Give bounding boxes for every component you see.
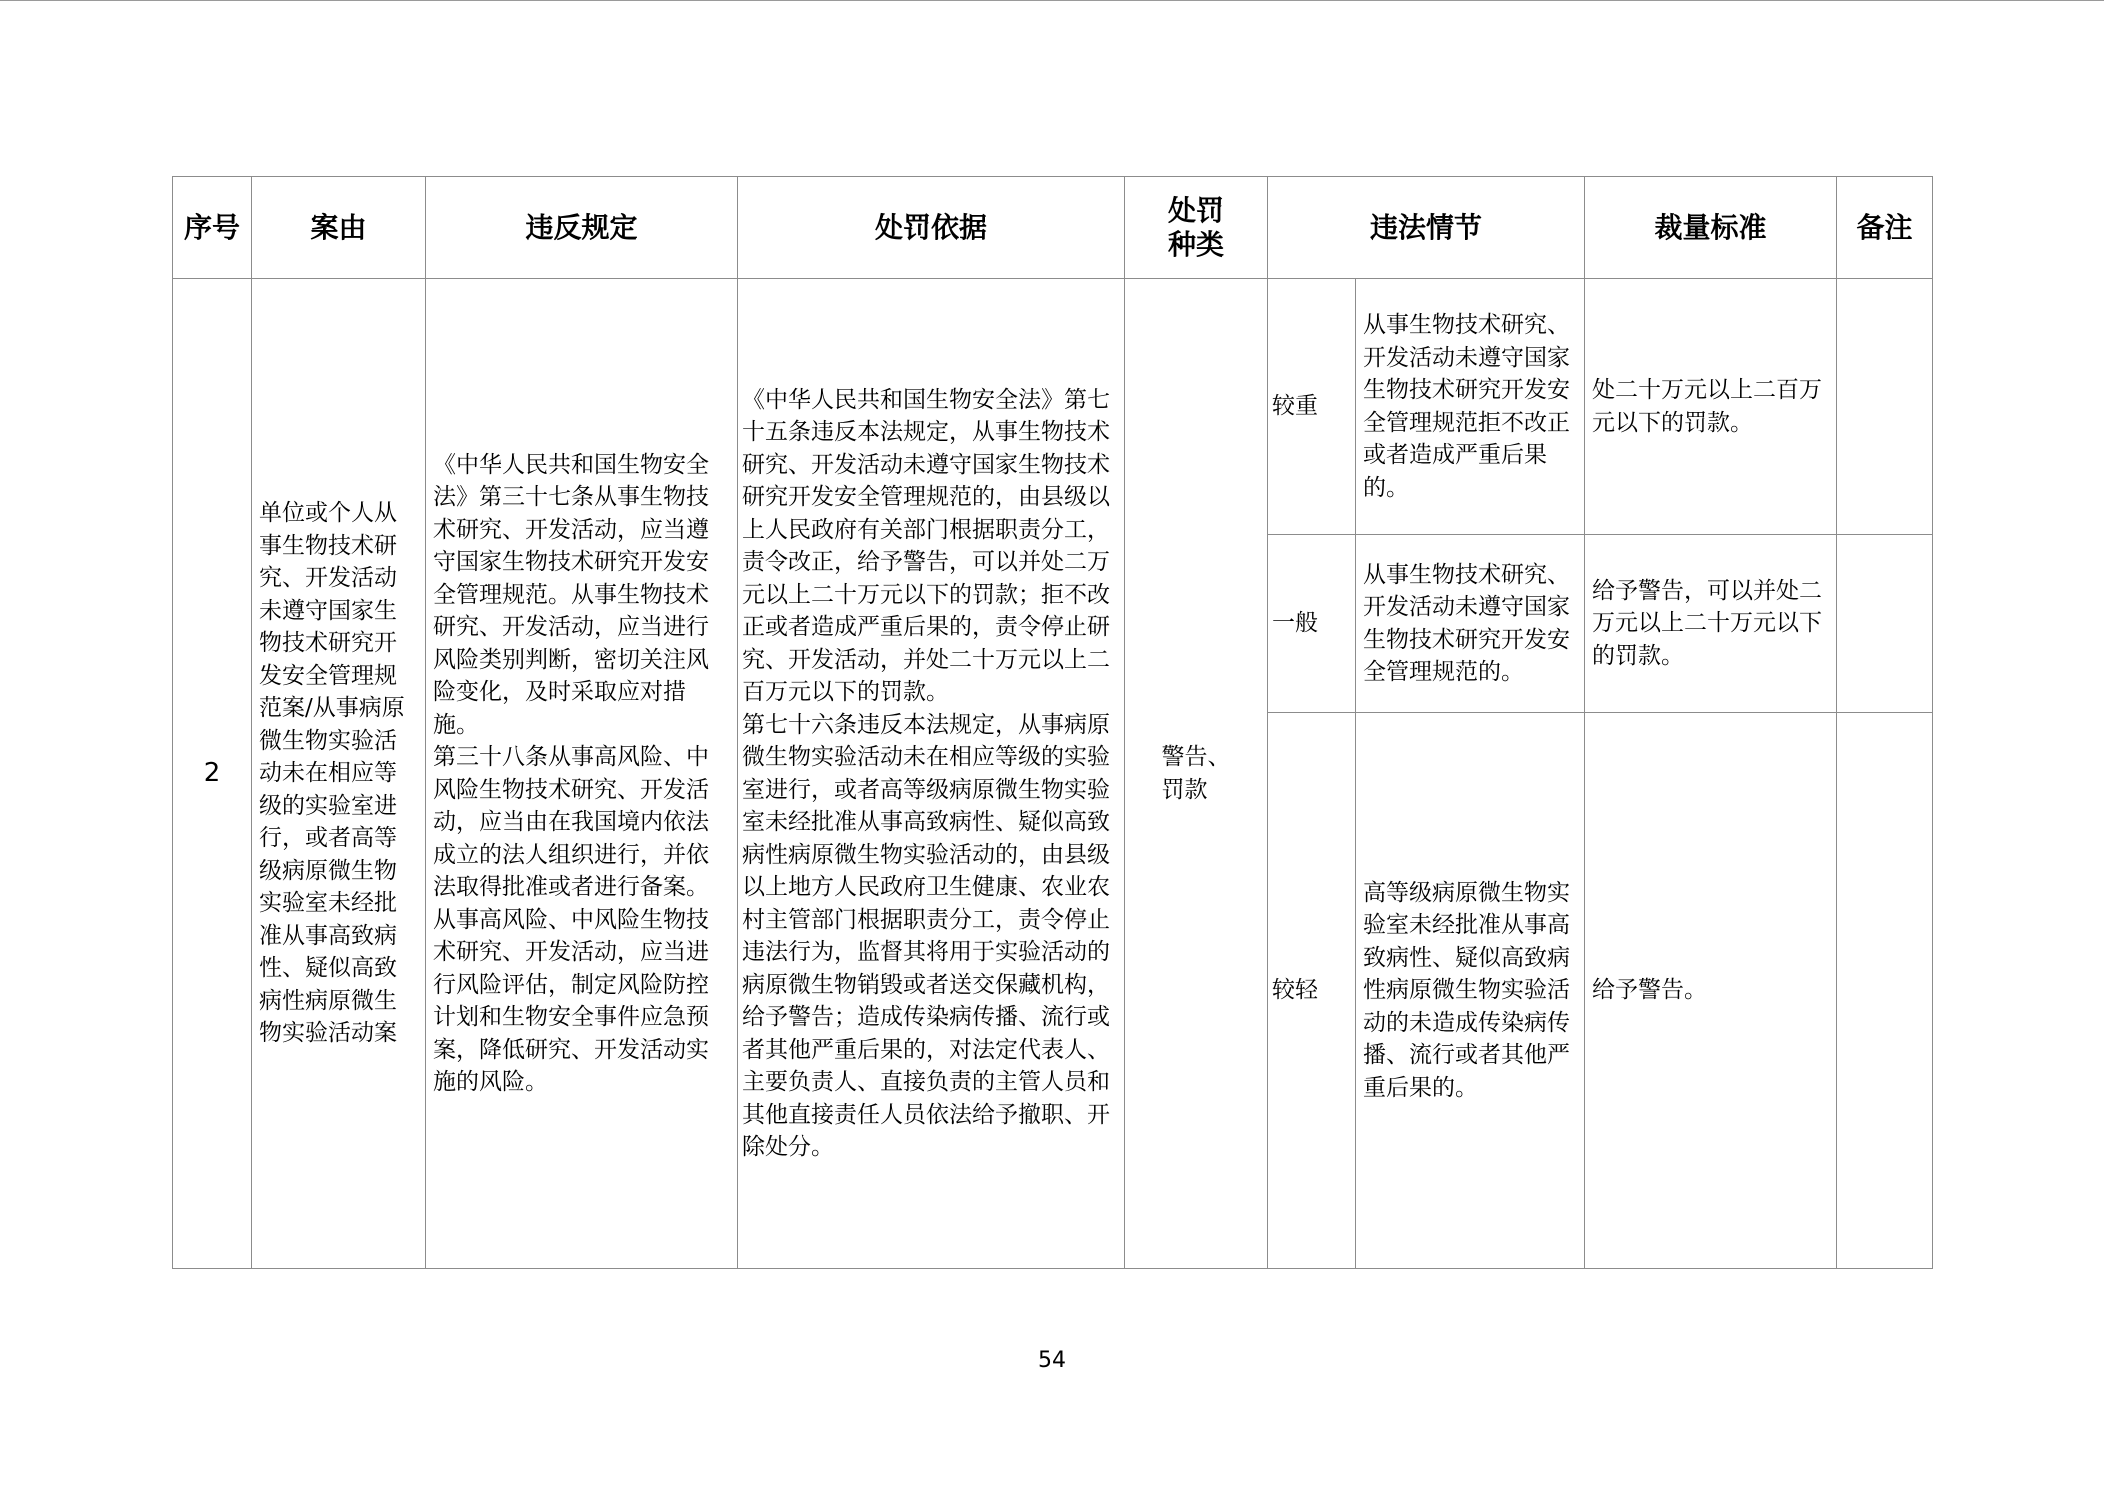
table-header-row: [173, 177, 1933, 279]
penalty-basis-cell: [738, 279, 1125, 1269]
level-light-cell: [1268, 713, 1356, 1269]
seq-number: 2: [203, 758, 221, 789]
table-row-level-heavy: [173, 279, 1933, 535]
standard-heavy-text: 处二十万元以上二百万元以下的罚款。: [1592, 377, 1823, 436]
penalty-type-text: 警告、 罚款: [1161, 744, 1231, 803]
violated-rule-text: 《中华人民共和国生物安全法》第三十七条从事生物技术研究、开发活动，应当遵守国家生物技术研究开发安全管理规范。从事生物技术研究、开发活动，应当进行风险类别判断，密切关注风险变化，及时采取应对措施。 第三十八条从事高风险、中风险生物技术研究、开发活动，应当由在我国境内依法成立的法人组织进行，并依法取得批准或者进行备案。从事高风险、中风险生物技术研究、开发活动，应当进行风险评估，制定风险防控计划和生物安全事件应急预案，降低研究、开发活动实施的风险。: [433, 451, 709, 1095]
remark-heavy-cell: [1837, 279, 1933, 535]
penalty-basis-text: 《中华人民共和国生物安全法》第七十五条违反本法规定，从事生物技术研究、开发活动未遵守国家生物技术研究开发安全管理规范的，由县级以上人民政府有关部门根据职责分工，责令改正，给予警告，可以并处二万元以上二十万元以下的罚款；拒不改正或者造成严重后果的，责令停止研究、开发活动，并处二十万元以上二百万元以下的罚款。 第七十六条违反本法规定，从事病原微生物实验活动未在相应等级的实验室进行，或者高等级病原微生物实验室未经批准从事高致病性、疑似高致病性病原微生物实验活动的，由县级以上地方人民政府卫生健康、农业农村主管部门根据职责分工，责令停止违法行为，监督其将用于实验活动的病原微生物销毁或者送交保藏机构，给予警告；造成传染病传播、流行或者其他严重后果的，对法定代表人、主要负责人、直接负责的主管人员和其他直接责任人员依法给予撤职、开除处分。: [742, 386, 1110, 1160]
header-penalty-basis: 处罚依据: [738, 177, 1125, 279]
circumstance-normal-text: 从事生物技术研究、开发活动未遵守国家生物技术研究开发安全管理规范的。: [1363, 561, 1570, 685]
header-penalty-type: 处罚 种类: [1125, 177, 1268, 279]
header-violated-rule: 违反规定: [426, 177, 738, 279]
header-seq: 序号: [173, 177, 252, 279]
standard-heavy-cell: [1585, 279, 1837, 535]
case-text: 单位或个人从事生物技术研究、开发活动未遵守国家生物技术研究开发安全管理规范案/从事病原微生物实验活动未在相应等级的实验室进行，或者高等级病原微生物实验室未经批准从事高致病性、疑似高致病性病原微生物实验活动案: [259, 500, 405, 1047]
header-discretion-standard: 裁量标准: [1585, 177, 1837, 279]
level-light-label: 较轻: [1272, 977, 1318, 1004]
case-cell: [252, 279, 426, 1269]
standard-light-cell: [1585, 713, 1837, 1269]
level-heavy-cell: [1268, 279, 1356, 535]
penalty-discretion-table: [172, 176, 1933, 1269]
circumstance-heavy-text: 从事生物技术研究、开发活动未遵守国家生物技术研究开发安全管理规范拒不改正或者造成严重后果的。: [1363, 312, 1570, 501]
standard-normal-text: 给予警告，可以并处二万元以上二十万元以下的罚款。: [1592, 577, 1823, 669]
header-circumstance: 违法情节: [1268, 177, 1585, 279]
violated-rule-cell: [426, 279, 738, 1269]
page-number: 54: [1038, 1348, 1066, 1373]
level-normal-cell: [1268, 535, 1356, 713]
remark-normal-cell: [1837, 535, 1933, 713]
remark-light-cell: [1837, 713, 1933, 1269]
seq-cell: [173, 279, 252, 1269]
level-heavy-label: 较重: [1272, 393, 1318, 420]
standard-normal-cell: [1585, 535, 1837, 713]
circumstance-normal-cell: [1356, 535, 1585, 713]
standard-light-text: 给予警告。: [1592, 977, 1708, 1004]
page-top-border: [0, 0, 2104, 1]
circumstance-heavy-cell: [1356, 279, 1585, 535]
circumstance-light-cell: [1356, 713, 1585, 1269]
header-case: 案由: [252, 177, 426, 279]
circumstance-light-text: 高等级病原微生物实验室未经批准从事高致病性、疑似高致病性病原微生物实验活动的未造成传染病传播、流行或者其他严重后果的。: [1363, 879, 1570, 1101]
penalty-type-cell: [1125, 279, 1268, 1269]
header-remarks: 备注: [1837, 177, 1933, 279]
level-normal-label: 一般: [1272, 610, 1318, 637]
